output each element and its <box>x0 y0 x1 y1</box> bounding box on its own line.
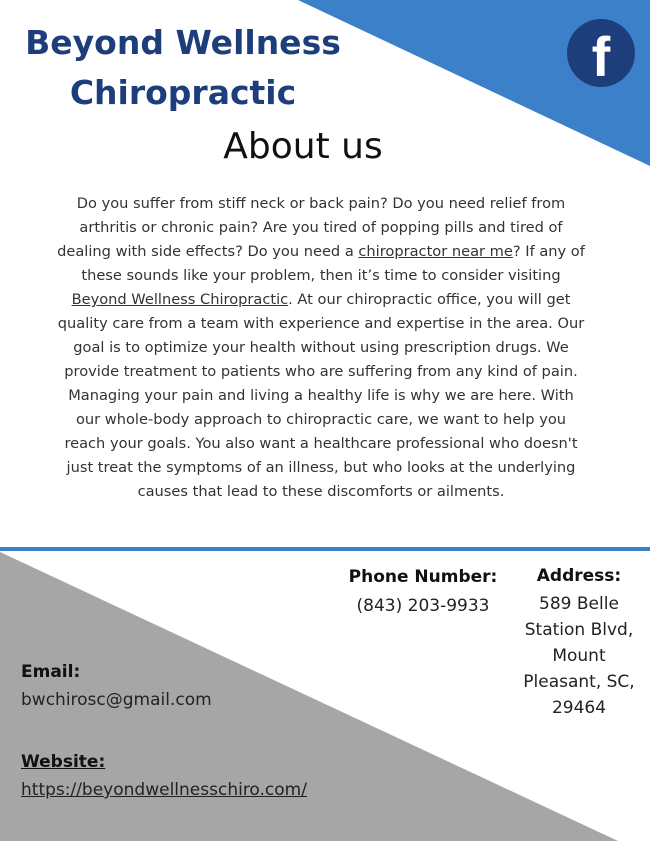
phone-label: Phone Number: <box>348 567 498 587</box>
about-text-part: Do you suffer from stiff neck or back pain? Do you need relief from arthritis or chronic pain? Are you tired of popping pills and tired of dealing with side effects? Do you need a <box>57 195 566 260</box>
about-heading: About us <box>223 126 383 167</box>
phone-value: (843) 203-9933 <box>356 596 490 616</box>
facebook-icon[interactable]: f <box>567 19 635 87</box>
about-text-part: . At our chiropractic office, you will get quality care from a team with experience and expertise in the area. Our goal is to optimize your health without using prescription drugs. We provide treatment to patients who are suffering from any kind of pain. Managing your pain and living a healthy life is why we are here. With our whole-body approach to chiropractic care, we want to help you reach your goals. You also want a healthcare professional who doesn't just treat the symptoms of an illness, but who looks at the underlying causes that lead to these discomforts or ailments. <box>57 291 585 500</box>
chiropractor-near-me-link[interactable]: chiropractor near me <box>358 243 513 260</box>
beyond-wellness-link[interactable]: Beyond Wellness Chiropractic <box>71 291 289 308</box>
address-value: 589 Belle Station Blvd, Mount Pleasant, SC, 29464 <box>523 594 635 718</box>
brand-title: Beyond Wellness Chiropractic <box>25 23 341 112</box>
website-link[interactable]: https://beyondwellnesschiro.com/ <box>21 780 307 800</box>
email-value: bwchirosc@gmail.com <box>21 690 212 710</box>
website-label: Website: <box>21 752 106 772</box>
address-label: Address: <box>536 566 622 586</box>
email-label: Email: <box>21 662 81 682</box>
about-paragraph <box>54 192 588 504</box>
about-text-part: ? If any of these sounds like your problem, then it’s time to consider visiting <box>81 243 585 284</box>
section-divider <box>0 547 650 551</box>
